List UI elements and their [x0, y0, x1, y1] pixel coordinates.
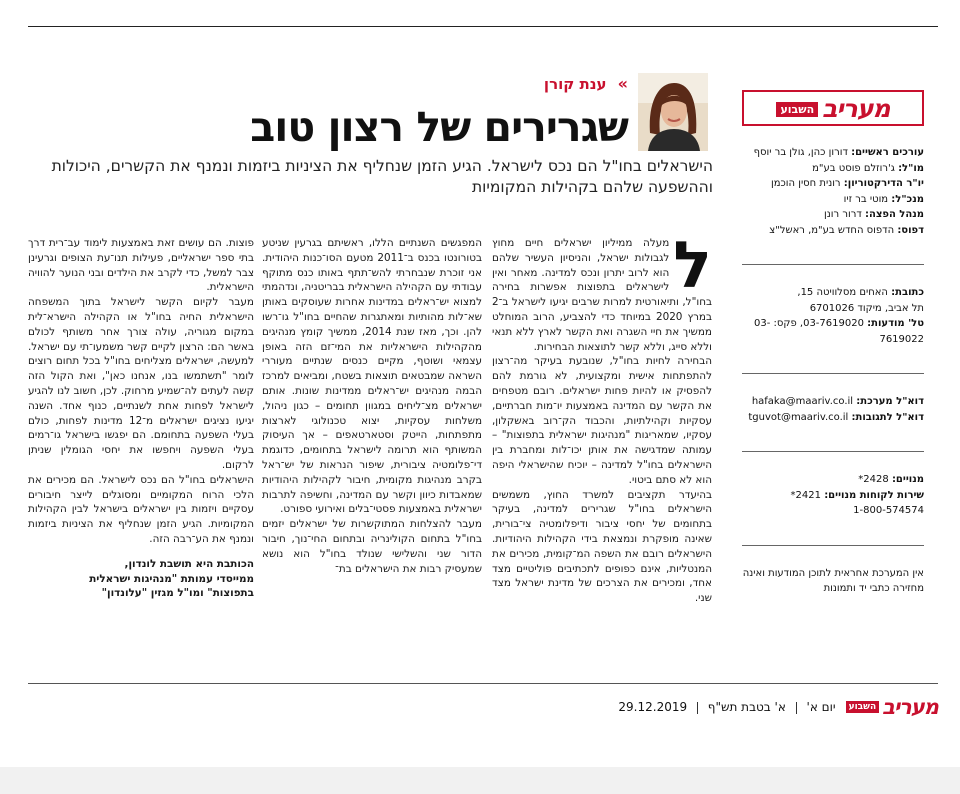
- credit-ads: טל' מודעות: 03-7619020, פקס: 03-7619022: [754, 318, 924, 345]
- credit-subs: מנויים: *2428: [858, 474, 924, 485]
- email-editorial-link[interactable]: hafaka@maariv.co.il: [751, 396, 854, 407]
- paragraph: מעבר לקיום הקשר לישראל בתוך המשפחה הישראלית החיה בחו"ל או הקהילה הישרא־לית במקום מגוריה, עולה צורך אחר משותף לכולם באשר הם: הרצון לקיים קשר משמעו־תי עם ישראל. למעשה, ישראלים מצליחים בחו"ל בכל תחום רוצים לומר "תשתמשו בנו, אנחנו כאן", ואת הקול הזה קשה לעתים לה־שמיע מרחוק. לכן, חשוב לנו להגיע לישראל לפחות אחת לשנתיים, כנוף אחד. השנה יגיעו נציגים ישראלים מ־12 מדינות לפחות, כולם בעלי השפעה בתחומם. הם יפגשו בישראל גו־רמים בעלי השפעה ויחפשו את יחסי הגומלין שניתן לרקום.: [28, 296, 254, 471]
- footer-divider: [697, 702, 698, 714]
- credits-divider: [742, 545, 924, 546]
- masthead-logo: [742, 90, 924, 126]
- article-column-1: [492, 236, 712, 606]
- credits-divider: [742, 451, 924, 452]
- credit-chair: יו"ר הדירקטוריון: רונית חסין הוכמן: [770, 178, 924, 189]
- article-column-3: [28, 236, 254, 601]
- paragraph: פוצות. הם עושים זאת באמצעות לימוד עב־רית דרך בתי ספר ישראליים, פעילות תנו־עת הצופים וגרעינן צבר למשל, כדי לקרב את הילדים ובני הנוער להוויה הישראלית.: [28, 237, 254, 294]
- top-rule: [28, 26, 938, 27]
- credit-publisher: מו"ל: ג'רוזלם פוסט בע"מ: [812, 162, 924, 174]
- footer-day: יום א': [806, 700, 836, 714]
- paragraph: בהיעדר תקציבים למשרד החוץ, משמשים הישראלים בחו"ל שגרירים למדינה, בעיקר בתחומים של יחסי ציבור ודיפלומטיה צי־בורית, שאינה מופקרת ונמצאת בידי הקהילות היהודיות. הישראלים רובם את השפה המ־קומית, מכירים את המנטליות, אינם כפופים לתכתיבים פוליטיים מצד אחד, ומכירים את הצרכים של מדינת ישראל מצד שני.: [492, 488, 712, 605]
- author-photo: [638, 73, 708, 151]
- credit-editors: עורכים ראשיים: דורון כהן, גולן בר יוסף: [753, 147, 924, 158]
- footer-logo: מעריב: [882, 695, 938, 719]
- footer-divider: [796, 702, 797, 714]
- credit-distribution: מנהל הפצה: דרור רונן: [824, 209, 924, 220]
- page-footer: [28, 692, 938, 722]
- article-subhead: הישראלים בחו"ל הם נכס לישראל. הגיע הזמן שנחליף את הציניות ביזמות ונמנף את הקשרים, היכולות וההשפעה שלהם בקהילות המקומיות: [51, 157, 713, 196]
- bottom-strip: [0, 767, 960, 794]
- drop-cap: ל: [673, 236, 712, 303]
- masthead-name: מעריב: [822, 93, 890, 123]
- masthead-sub: השבוע: [776, 102, 818, 117]
- credit-email-editorial: דוא"ל מערכת: hafaka@maariv.co.il: [751, 396, 924, 407]
- footer-logo-sub: השבוע: [846, 701, 880, 713]
- credit-subs-service: שירות לקוחות מנויים: *2421: [790, 489, 924, 501]
- credits-divider: [742, 264, 924, 265]
- credits-box: [742, 145, 924, 597]
- credit-ceo: מנכ"ל: מוטי בר זיו: [843, 193, 924, 205]
- paragraph: מעבר להצלחות המתוקשרות של ישראלים יזמים בחו"ל בתחום הקולינריה ובתחום החי־נוך, חיבור הדור שני והשלישי שנולד בחו"ל הוא נושא שמעסיק רבות את הישראלים בת־: [262, 518, 482, 575]
- credit-email-responses: דוא"ל לתגובות: tguvot@maariv.co.il: [748, 411, 924, 423]
- author-name: ענת קורן: [543, 75, 607, 93]
- author-bio-line-1: הכותבת היא תושבת לונדון,: [124, 557, 254, 570]
- author-bio-line-3: בתפוצות" ומו"ל מגזין "עלונדון": [101, 587, 254, 600]
- credit-print: דפוס: הדפוס החדש בע"מ, ראשל"צ: [769, 224, 924, 236]
- credit-address-2: תל אביב, מיקוד 6701026: [809, 302, 924, 314]
- footer-rule: [28, 683, 938, 684]
- paragraph: הישראלים בחו"ל הם נכס לישראל. הם מכירים את הלכי הרוח המקומיים ומסוגלים לייצר חיבורים עסקיים ויזמות בין ישראלים בישראל לבין הקהילות המקומיות. הגיע הזמן שנחליף את הציניות ביזמות ונמנף את הע־רבה הזה.: [28, 473, 254, 545]
- credits-divider: [742, 373, 924, 374]
- author-bio-line-2: ממייסדי עמותת "מנהיגות ישראלית: [89, 572, 254, 585]
- article-column-2: [262, 236, 482, 576]
- author-line: [500, 74, 628, 96]
- paragraph: הבחירה לחיות בחו"ל, שנובעת בעיקר מה־רצון להתפתחות אישית ומקצועית, לא גורמת להם להפסיק או להיות פחות ישראלים. רובם מטפחים את הקשר עם המדינה באמצעות יו־מות חברתיים, עסקיות וקהילתיות, והכבוד הק־רוב באשקלון, עסקיו, שמאריגות "מנהיגות ישראלית בתפוצות" – עמותה שמדגישה את אותן יכו־לות ומחברת בין הישראלים בחו"ל למדינה – יוכיח שהישראלי היפה הוא לא סתם ביטוי.: [492, 355, 712, 486]
- email-responses-link[interactable]: tguvot@maariv.co.il: [748, 411, 849, 423]
- footer-date-line: [618, 700, 835, 714]
- author-portrait-icon: [638, 73, 708, 151]
- author-chevron-icon: »: [617, 74, 628, 93]
- article-headline: שגרירים של רצון טוב: [250, 103, 628, 151]
- paragraph: מעלה ממיליון ישראלים חיים מחוץ לגבולות ישראל, והניסיון העשיר שלהם הוא לרוב יתרון ונכס למדינה. מאחר ואין לישראלים בתפוצות אפשרות בחירה בחו"ל, ותיאורטית למרות שרבים יגיעו לישראל ב־2 במרץ 2020 במיוחד כדי להצביע, הרוב המוחלט ממשיך את חיי השגרה ואת הקשר לארץ ללא תנאי וללא סייג, וללא קשר לתוצאות הבחירות.: [492, 237, 712, 353]
- footer-date: 29.12.2019: [618, 700, 688, 714]
- paragraph: המפגשים השנתיים הללו, ראשיתם בגרעין שניטע בטורונטו בכנס ב־2011 מטעם הסו־כנות היהודית. אני זוכרת שנבחרתי להש־תתף באותו כנס מתוקף עבודתי עם הקהילה הישראלית בבריטניה, ונדהמתי למצוא יש־ראלים במדינות אחרות שעוסקים באותן שא־לות מהותיות ומאתגרות שהחיים בחו"ל גו־רשו להן. וכך, מאז שנת 2014, ממשיך קומץ מנהיגים מהקהילות הישראליות את המי־זם הזה באופן עצמאי ושוטף, מקיים כנסים שנתיים מעוררי השראה שמבטאים תוצאות בשטח, ומביאים למרכז הבמה מנהיגים יש־ראלים ממדינות שונות. אותם ישראלים מצ־ליחים במגוון תחומים – כגון ניהול, משלחות עסקיות, יצוא טכנולוגי לארצות מתפתחות, הייטק וסטארטאפים – אך העיסוק המשותף הוא תרומה לישראל בתחומים, כדוגמת די־פלומטיה ציבורית, שיפור הנראות של יש־ראל בקרב מנהיגות מקומית, חיבור לקהילות היהודיות שמאבדות כיוון וקשר עם המדינה, וחשיפה לתרבות ישראלית באמצעות פסטי־בלים ואירועי ספורט.: [262, 237, 482, 516]
- credit-phone: 1-800-574574: [853, 505, 924, 516]
- credit-disclaimer: אין המערכת אחראית לתוכן המודעות ואינה מחזירה כתבי יד ותמונות: [742, 567, 924, 594]
- credit-address: כתובת: האחים מסלוויטה 15,: [797, 287, 924, 298]
- footer-hebrew-date: א' בטבת תש"ף: [707, 700, 786, 714]
